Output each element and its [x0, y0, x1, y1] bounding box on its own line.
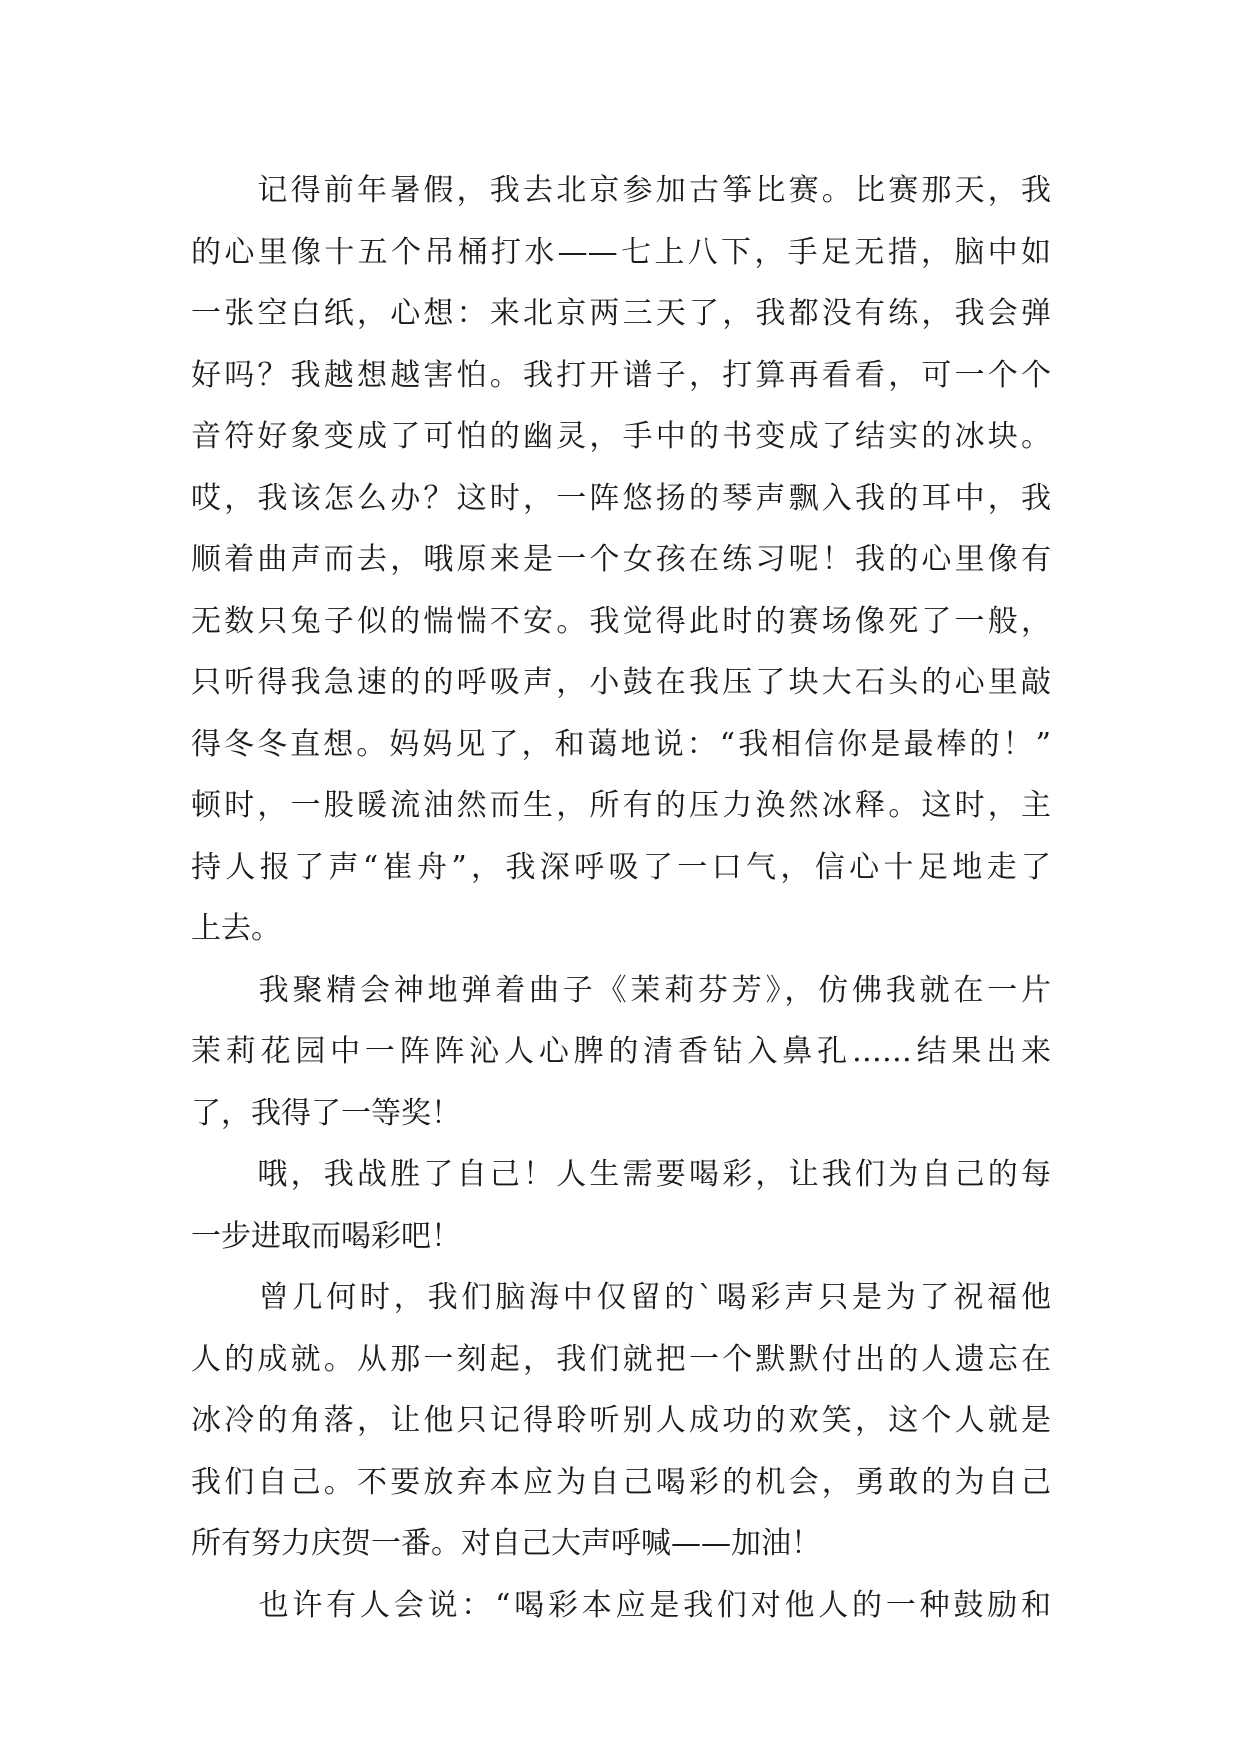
text-line: 冰冷的角落，让他只记得聆听别人成功的欢笑，这个人就是	[191, 1403, 1051, 1438]
text-line: 所有努力庆贺一番。对自己大声呼喊——加油！	[191, 1526, 821, 1561]
text-line: 茉莉花园中一阵阵沁人心脾的清香钻入鼻孔……结果出来	[191, 1034, 1051, 1069]
text-line: 音符好象变成了可怕的幽灵，手中的书变成了结实的冰块。	[191, 419, 1051, 454]
text-line: 的心里像十五个吊桶打水——七上八下，手足无措，脑中如	[191, 234, 1051, 270]
paragraph-3	[191, 1144, 1051, 1267]
document-body	[191, 160, 1051, 1636]
text-line: 无数只兔子似的惴惴不安。我觉得此时的赛场像死了一般，	[191, 603, 1051, 639]
text-line: 也许有人会说：“喝彩本应是我们对他人的一种鼓励和	[191, 1587, 1051, 1623]
text-line: 一张空白纸，心想：来北京两三天了，我都没有练，我会弹	[191, 296, 1051, 331]
text-line: 人的成就。从那一刻起，我们就把一个默默付出的人遗忘在	[191, 1341, 1051, 1377]
paragraph-4	[191, 1267, 1051, 1575]
text-line: 上去。	[191, 911, 281, 946]
paragraph-2	[191, 960, 1051, 1145]
text-line: 哎，我该怎么办？这时，一阵悠扬的琴声飘入我的耳中，我	[191, 480, 1051, 516]
text-line: 顿时，一股暖流油然而生，所有的压力涣然冰释。这时，主	[191, 788, 1051, 823]
text-line: 只听得我急速的的呼吸声，小鼓在我压了块大石头的心里敲	[191, 665, 1051, 700]
text-line: 我聚精会神地弹着曲子《茉莉芬芳》，仿佛我就在一片	[191, 972, 1051, 1008]
text-line: 我们自己。不要放弃本应为自己喝彩的机会，勇敢的为自己	[191, 1464, 1051, 1500]
text-line: 记得前年暑假，我去北京参加古筝比赛。比赛那天，我	[191, 173, 1051, 208]
text-line: 一步进取而喝彩吧！	[191, 1218, 461, 1254]
text-line: 了，我得了一等奖！	[191, 1095, 461, 1131]
text-line: 顺着曲声而去，哦原来是一个女孩在练习呢！我的心里像有	[191, 542, 1051, 577]
text-line: 哦，我战胜了自己！人生需要喝彩，让我们为自己的每	[191, 1157, 1051, 1192]
text-line: 好吗？我越想越害怕。我打开谱子，打算再看看，可一个个	[191, 357, 1051, 393]
paragraph-5	[191, 1575, 1051, 1637]
paragraph-1	[191, 160, 1051, 960]
text-line: 持人报了声“崔舟”，我深呼吸了一口气，信心十足地走了	[191, 849, 1051, 885]
text-line: 曾几何时，我们脑海中仅留的`喝彩声只是为了祝福他	[191, 1280, 1051, 1315]
text-line: 得冬冬直想。妈妈见了，和蔼地说：“我相信你是最棒的！”	[191, 726, 1051, 762]
